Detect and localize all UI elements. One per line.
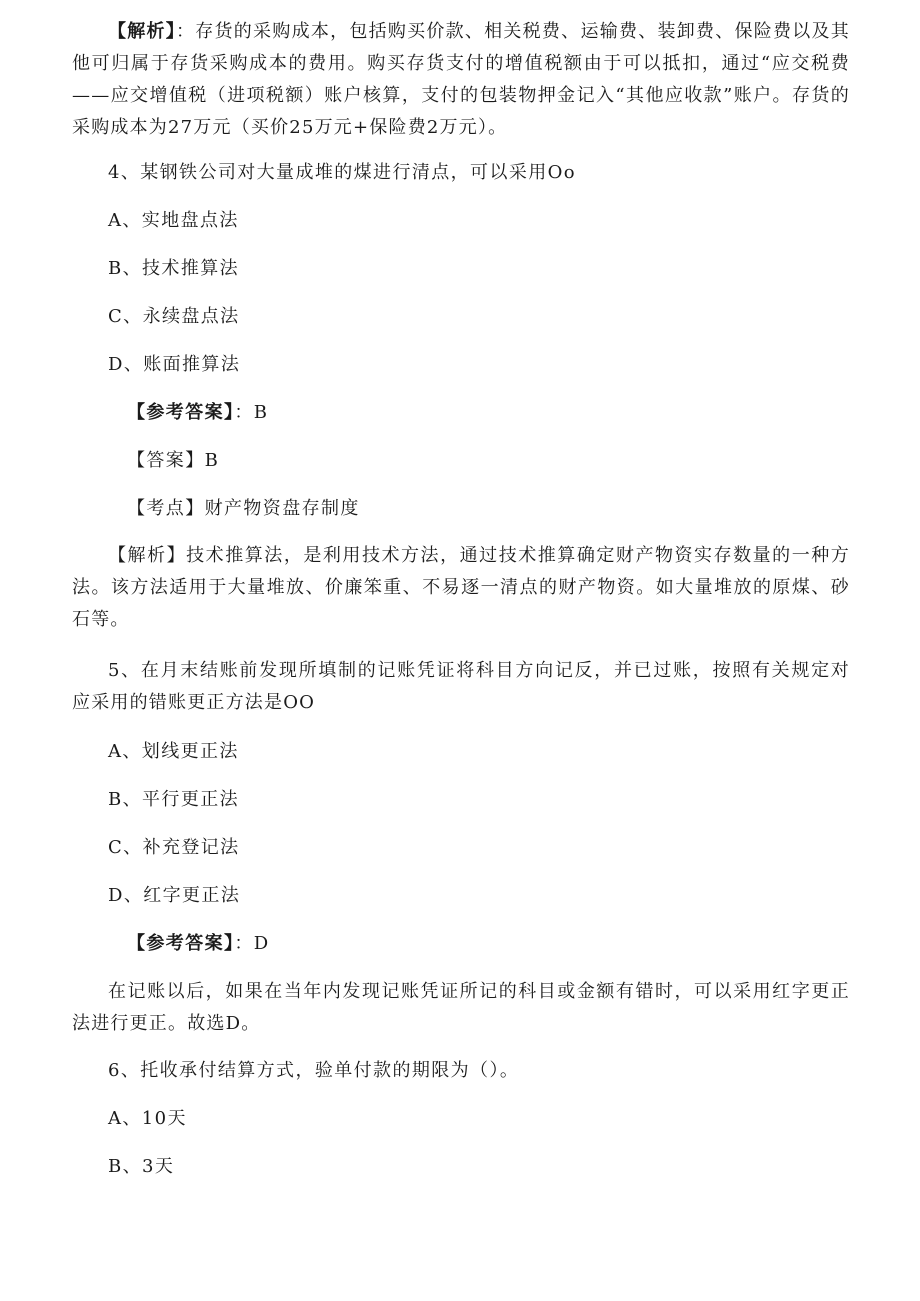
analysis-paragraph-q3 <box>72 16 850 144</box>
question-4-reference-answer <box>127 400 268 426</box>
question-6: 6、托收承付结算方式，验单付款的期限为（）。 <box>108 1060 520 1081</box>
analysis-label: 【解析】 <box>108 21 177 42</box>
question-4-option-a: A、实地盘点法 <box>108 210 239 231</box>
question-4-option-d: D、账面推算法 <box>108 354 241 375</box>
analysis-text: ：存货的采购成本，包括购买价款、相关税费、运输费、装卸费、保险费以及其他可归属于存货采购成本的费用。购买存货支付的增值税额由于可以抵扣，通过“应交税费——应交增值税（进项税额）账户核算，支付的包装物押金记入“其他应收款”账户。存货的采购成本为27万元（买价25万元+保险费2万元）。 <box>72 21 850 138</box>
reference-answer-label: 【参考答案】 <box>127 402 235 423</box>
question-5-option-b: B、平行更正法 <box>108 789 240 810</box>
question-4-topic: 【考点】财产物资盘存制度 <box>127 498 360 519</box>
question-4-option-b: B、技术推算法 <box>108 258 240 279</box>
reference-answer-value: ：D <box>234 933 270 954</box>
question-5-explanation: 在记账以后，如果在当年内发现记账凭证所记的科目或金额有错时，可以采用红字更正法进行更正。故选D。 <box>72 981 850 1034</box>
question-5: 5、在月末结账前发现所填制的记账凭证将科目方向记反，并已过账，按照有关规定对应采用的错账更正方法是OO <box>72 660 850 713</box>
reference-answer-label: 【参考答案】 <box>127 933 235 954</box>
reference-answer-value: ：B <box>234 402 269 423</box>
question-4-analysis: 【解析】技术推算法，是利用技术方法，通过技术推算确定财产物资实存数量的一种方法。该方法适用于大量堆放、价廉笨重、不易逐一清点的财产物资。如大量堆放的原煤、砂石等。 <box>72 545 850 630</box>
question-5-option-d: D、红字更正法 <box>108 885 241 906</box>
question-5-option-a: A、划线更正法 <box>108 741 239 762</box>
question-6-option-b: B、3天 <box>108 1156 175 1177</box>
question-4-answer: 【答案】B <box>127 450 220 471</box>
question-5-reference-answer <box>127 931 270 957</box>
question-5-option-c: C、补充登记法 <box>108 837 240 858</box>
question-6-option-a: A、10天 <box>108 1108 187 1129</box>
question-4-option-c: C、永续盘点法 <box>108 306 240 327</box>
question-4: 4、某钢铁公司对大量成堆的煤进行清点，可以采用Oo <box>108 162 577 183</box>
